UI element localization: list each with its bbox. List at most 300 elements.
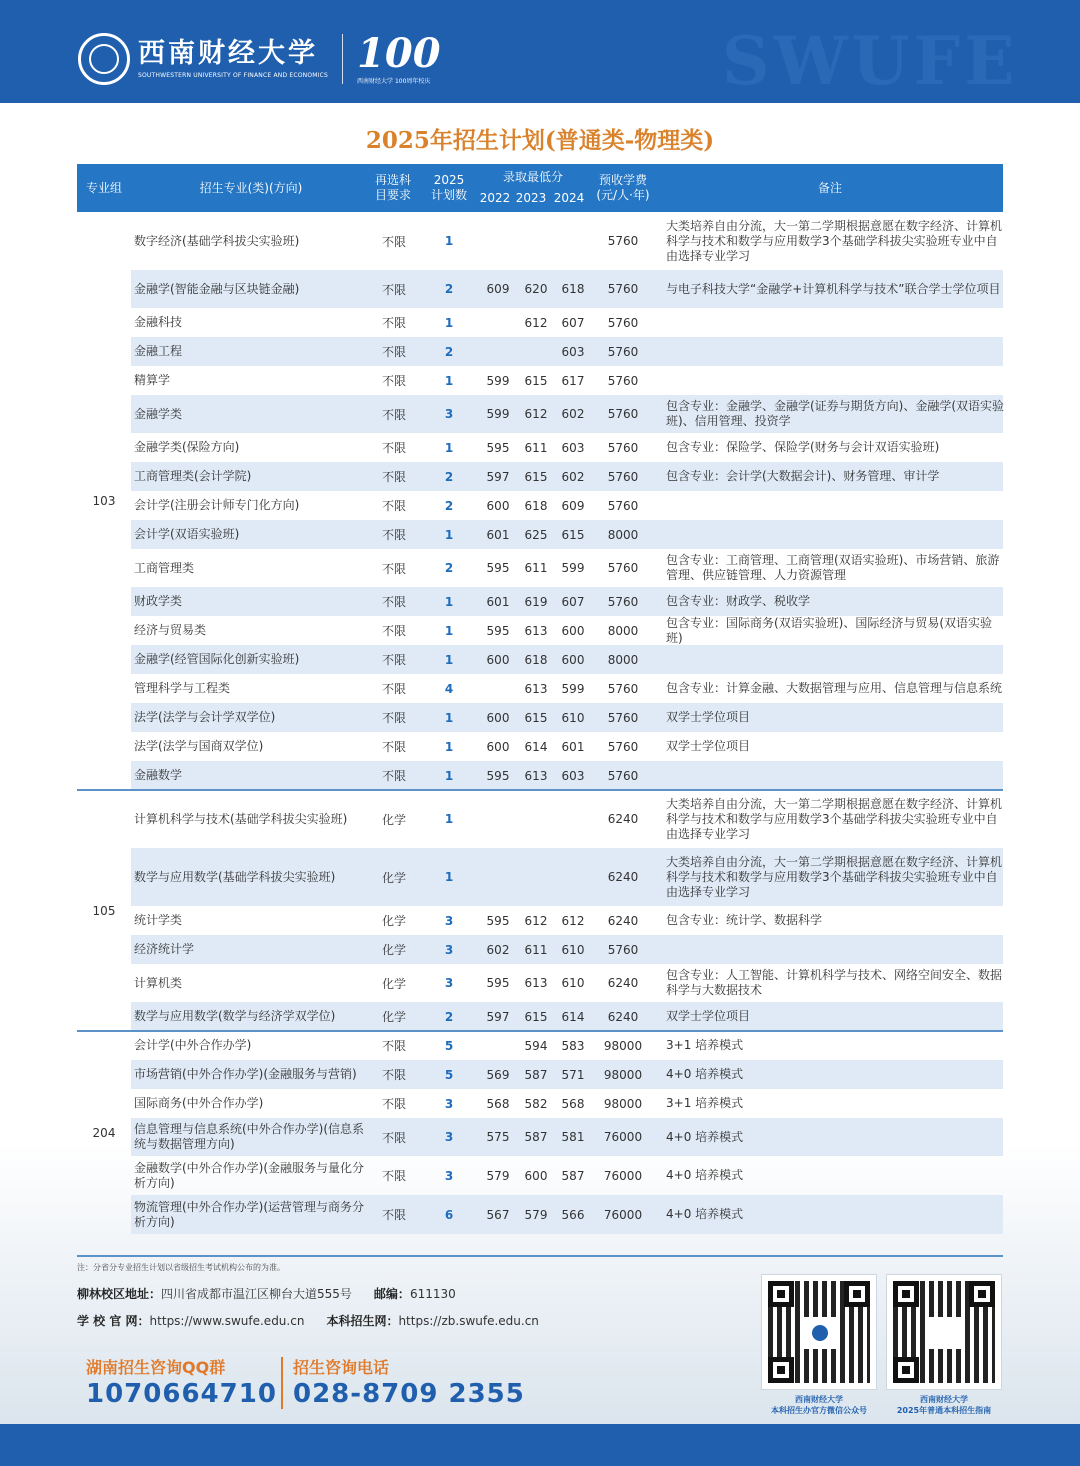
- cell-score-2022: [477, 212, 519, 270]
- cell-score-2023: 579: [524, 1207, 548, 1222]
- admit-label: 本科招生网：: [326, 1314, 399, 1328]
- cell-req: 不限: [381, 769, 406, 783]
- cell-score-2023: 620: [524, 282, 548, 296]
- cell-major: 工商管理类: [134, 560, 195, 575]
- cell-plan: 3: [444, 1096, 454, 1111]
- cell-plan: 1: [444, 710, 454, 725]
- cell-major: 金融数学(中外合作办学)(金融服务与量化分析方向): [134, 1160, 365, 1190]
- cell-score-2022: 568: [486, 1096, 510, 1111]
- cell-score-2022: 595: [486, 561, 510, 575]
- cell-score-2023: 615: [524, 1009, 548, 1024]
- table-row: [131, 587, 1003, 616]
- table-row: [131, 395, 1003, 433]
- cell-req: 不限: [381, 1130, 406, 1145]
- col-header-major: 招生专业(类)(方向): [199, 180, 303, 195]
- table-row: [131, 674, 1003, 703]
- cell-score-2023: [515, 337, 557, 366]
- cell-score-2022: 595: [486, 440, 510, 455]
- cell-note: [666, 645, 1006, 674]
- table-row: [131, 1156, 1003, 1195]
- cell-score-2022: [477, 308, 519, 337]
- col-header-2024: 2024: [553, 191, 585, 205]
- cell-req: 不限: [381, 407, 406, 422]
- cell-fee: 5760: [607, 469, 639, 484]
- cell-score-2022: 601: [486, 594, 510, 609]
- campus-label: 柳林校区地址：: [77, 1287, 162, 1301]
- cell-note: 双学士学位项目: [666, 710, 751, 724]
- col-header-fee-line1: 预收学费: [598, 173, 647, 187]
- cell-fee: 6240: [607, 913, 639, 928]
- cell-fee: 6240: [607, 812, 639, 826]
- cell-major: 会计学(注册会计师专门化方向): [134, 498, 300, 512]
- cell-major: 数学与应用数学(基础学科拔尖实验班): [134, 869, 336, 884]
- campus-address: 四川省成都市温江区柳台大道555号: [161, 1287, 352, 1301]
- cell-req: 不限: [381, 595, 406, 609]
- cell-score-2023: 618: [524, 652, 548, 667]
- cell-score-2024: 602: [561, 469, 585, 484]
- footnote: 注：分省分专业招生计划以省级招生考试机构公布的为准。: [77, 1263, 285, 1272]
- col-header-fee: [589, 164, 657, 212]
- cell-major: 会计学(双语实验班): [134, 527, 240, 541]
- cell-req: 不限: [381, 316, 406, 330]
- cell-fee: 6240: [607, 976, 639, 990]
- cell-plan: 2: [444, 1009, 454, 1024]
- cell-plan: 2: [444, 344, 454, 359]
- table-row: [131, 433, 1003, 462]
- cell-score-2024: 614: [561, 1009, 585, 1024]
- cell-req: 化学: [381, 914, 406, 928]
- cell-score-2022: 600: [486, 710, 510, 725]
- cell-major: 金融科技: [134, 315, 183, 329]
- cell-score-2024: 603: [561, 344, 585, 359]
- cell-score-2024: 615: [561, 527, 585, 542]
- cell-req: 不限: [381, 1208, 406, 1222]
- centennial-logo: [357, 29, 441, 85]
- cell-note: 包含专业：计算金融、大数据管理与应用、信息管理与信息系统: [666, 681, 1003, 695]
- cell-req: 化学: [381, 812, 406, 827]
- cell-req: 化学: [381, 1010, 406, 1024]
- cell-plan: 2: [444, 469, 454, 484]
- group-divider: [77, 1030, 1003, 1032]
- cell-score-2022: 597: [486, 1009, 510, 1024]
- cell-score-2024: 571: [561, 1067, 585, 1082]
- cell-score-2024: 583: [561, 1038, 585, 1053]
- cell-note: 双学士学位项目: [666, 739, 751, 753]
- col-header-plan-line1: 2025: [433, 173, 465, 187]
- cell-score-2022: 595: [486, 976, 510, 990]
- table-row: [131, 337, 1003, 366]
- cell-note: 包含专业：国际商务(双语实验班)、国际经济与贸易(双语实验班): [666, 615, 993, 645]
- cell-fee: 6240: [607, 1009, 639, 1024]
- cell-score-2023: 612: [524, 315, 548, 330]
- cell-plan: 1: [444, 812, 454, 826]
- cell-note: 4+0 培养模式: [666, 1129, 744, 1144]
- cell-req: 不限: [381, 624, 406, 638]
- cell-score-2022: 597: [486, 469, 510, 484]
- cell-score-2024: 610: [561, 942, 585, 957]
- cell-note: [666, 935, 1006, 964]
- table-row: [131, 645, 1003, 674]
- cell-score-2022: [477, 1031, 519, 1060]
- cell-major: 数学与应用数学(数学与经济学双学位): [134, 1009, 336, 1023]
- admit-link[interactable]: https://zb.swufe.edu.cn: [398, 1314, 539, 1328]
- cell-major: 工商管理类(会计学院): [134, 469, 252, 483]
- table-row: [131, 1031, 1003, 1060]
- cell-fee: 5760: [607, 315, 639, 330]
- cell-score-2024: 602: [561, 407, 585, 421]
- cell-score-2023: [515, 790, 557, 848]
- table-row: [131, 790, 1003, 848]
- cell-plan: 1: [444, 652, 454, 667]
- website-line: [77, 1312, 539, 1329]
- table-row: [131, 848, 1003, 906]
- cell-score-2024: 600: [561, 623, 585, 638]
- cell-fee: 76000: [603, 1207, 643, 1222]
- cell-score-2024: 603: [561, 768, 585, 783]
- cell-note: [666, 491, 1006, 520]
- col-header-note: 备注: [817, 180, 842, 195]
- cell-score-2024: 607: [561, 315, 585, 330]
- cell-score-2023: 611: [524, 561, 548, 575]
- site-link[interactable]: https://www.swufe.edu.cn: [149, 1314, 305, 1328]
- cell-note: 双学士学位项目: [666, 1009, 751, 1023]
- table-row: [131, 1060, 1003, 1089]
- cell-note: 与电子科技大学“金融学+计算机科学与技术”联合学士学位项目: [666, 281, 1001, 296]
- cell-note: [666, 761, 1006, 790]
- cell-req: 不限: [381, 234, 406, 249]
- cell-plan: 3: [444, 407, 454, 421]
- cell-score-2022: [477, 848, 519, 906]
- cell-fee: 5760: [607, 440, 639, 455]
- table-row: [131, 520, 1003, 549]
- cell-plan: 2: [444, 498, 454, 513]
- col-header-fee-line2: (元/人·年): [596, 188, 650, 202]
- cell-score-2024: 603: [561, 440, 585, 455]
- cell-plan: 6: [444, 1207, 454, 1222]
- cell-score-2022: [477, 337, 519, 366]
- cell-plan: 1: [444, 373, 454, 388]
- cell-fee: 5760: [607, 561, 639, 575]
- cell-fee: 76000: [603, 1168, 643, 1183]
- cell-major: 金融工程: [134, 344, 183, 358]
- cell-req: 不限: [381, 345, 406, 359]
- cell-fee: 5760: [607, 681, 639, 696]
- cell-score-2023: [515, 848, 557, 906]
- cell-score-2023: 613: [524, 768, 548, 783]
- cell-major: 物流管理(中外合作办学)(运营管理与商务分析方向): [134, 1199, 365, 1229]
- cell-req: 不限: [381, 740, 406, 754]
- page-title: 2025年招生计划(普通类-物理类): [365, 127, 715, 154]
- cell-req: 不限: [381, 682, 406, 696]
- cell-score-2022: 595: [486, 913, 510, 928]
- table-row: [131, 1195, 1003, 1234]
- cell-score-2024: 599: [561, 681, 585, 696]
- cell-score-2024: 617: [561, 373, 585, 388]
- address-line: [77, 1285, 456, 1302]
- cell-fee: 5760: [607, 768, 639, 783]
- cell-plan: 3: [444, 1168, 454, 1183]
- cell-plan: 1: [444, 527, 454, 542]
- header-banner: [0, 0, 1080, 103]
- cell-major: 数字经济(基础学科拔尖实验班): [134, 233, 300, 248]
- cell-major: 财政学类: [134, 594, 183, 608]
- qr-caption-wechat-line2: 本科招生办官方微信公众号: [771, 1406, 867, 1415]
- cell-score-2023: 619: [524, 594, 548, 609]
- cell-score-2022: 601: [486, 527, 510, 542]
- col-header-2023: 2023: [515, 191, 547, 205]
- cell-score-2024: 612: [561, 913, 585, 928]
- university-seal-icon: [78, 33, 130, 85]
- cell-plan: 2: [444, 282, 454, 296]
- cell-major: 信息管理与信息系统(中外合作办学)(信息系统与数据管理方向): [134, 1122, 365, 1151]
- table-row: [131, 270, 1003, 308]
- cell-note: 包含专业：会计学(大数据会计)、财务管理、审计学: [666, 469, 940, 483]
- cell-score-2023: 613: [524, 623, 548, 638]
- cell-score-2024: 618: [561, 282, 585, 296]
- cell-score-2023: 600: [524, 1168, 548, 1183]
- cell-score-2023: 612: [524, 913, 548, 928]
- cell-major: 精算学: [134, 373, 171, 387]
- qq-group-label: 湖南招生咨询QQ群: [86, 1358, 226, 1377]
- cell-fee: 8000: [607, 652, 639, 667]
- cell-req: 化学: [381, 976, 406, 991]
- cell-req: 不限: [381, 1068, 406, 1082]
- cell-score-2023: 615: [524, 469, 548, 484]
- cell-plan: 1: [444, 594, 454, 609]
- cell-plan: 3: [444, 976, 454, 990]
- cell-major: 金融学类: [134, 406, 183, 421]
- col-header-plan-line2: 计划数: [430, 188, 467, 202]
- cell-score-2023: 613: [524, 976, 548, 990]
- table-row: [131, 703, 1003, 732]
- table-row: [131, 462, 1003, 491]
- zip-code: 611130: [409, 1287, 456, 1301]
- qr-caption-guide-line1: 西南财经大学: [920, 1395, 968, 1404]
- col-header-plan: [421, 164, 477, 212]
- cell-score-2022: 602: [486, 942, 510, 957]
- cell-score-2022: 575: [486, 1130, 510, 1144]
- cell-score-2022: 600: [486, 652, 510, 667]
- cell-score-2022: 569: [486, 1067, 510, 1082]
- cell-score-2024: 599: [561, 561, 585, 575]
- cell-major: 金融学类(保险方向): [134, 440, 240, 454]
- cell-plan: 5: [444, 1067, 454, 1082]
- table-row: [131, 549, 1003, 587]
- cell-major: 会计学(中外合作办学): [134, 1038, 252, 1052]
- cell-fee: 98000: [603, 1038, 643, 1053]
- cell-score-2024: [552, 848, 594, 906]
- table-row: [131, 308, 1003, 337]
- qr-caption-guide-line2: 2025年普通本科招生指南: [896, 1406, 992, 1415]
- group-code: 105: [92, 903, 116, 918]
- cell-note: 4+0 培养模式: [666, 1168, 744, 1182]
- table-row: [131, 1089, 1003, 1118]
- cell-req: 不限: [381, 711, 406, 725]
- cell-score-2023: 613: [524, 681, 548, 696]
- cell-fee: 5760: [607, 344, 639, 359]
- cell-major: 法学(法学与国商双学位): [134, 739, 264, 753]
- cell-major: 管理科学与工程类: [134, 681, 231, 695]
- cell-fee: 5760: [607, 594, 639, 609]
- footer-bar: [0, 1424, 1080, 1466]
- cell-note: [666, 366, 1006, 395]
- cell-plan: 1: [444, 440, 454, 455]
- cell-score-2024: 587: [561, 1168, 585, 1183]
- cell-note: 大类培养自由分流，大一第二学期根据意愿在数字经济、计算机科学与技术和数学与应用数学3个基础学科拔尖实验班专业中自由选择专业学习: [666, 854, 1003, 899]
- cell-note: [666, 337, 1006, 366]
- cell-req: 化学: [381, 870, 406, 885]
- table-row: [131, 366, 1003, 395]
- cell-score-2024: 601: [561, 739, 585, 754]
- cell-req: 不限: [381, 653, 406, 667]
- cell-major: 金融学(经管国际化创新实验班): [134, 652, 300, 666]
- centennial-subtitle: 西南财经大学 100周年校庆: [357, 77, 431, 85]
- cell-note: 大类培养自由分流，大一第二学期根据意愿在数字经济、计算机科学与技术和数学与应用数学3个基础学科拔尖实验班专业中自由选择专业学习: [666, 796, 1003, 841]
- cell-score-2023: 615: [524, 710, 548, 725]
- cell-score-2024: 610: [561, 710, 585, 725]
- cell-req: 化学: [381, 943, 406, 957]
- phone-label: 招生咨询电话: [293, 1358, 390, 1377]
- cell-major: 计算机类: [134, 975, 183, 990]
- cell-req: 不限: [381, 528, 406, 542]
- cell-plan: 4: [444, 681, 454, 696]
- cell-score-2022: 600: [486, 739, 510, 754]
- col-header-group: 专业组: [85, 180, 122, 195]
- cell-score-2023: 615: [524, 373, 548, 388]
- cell-score-2024: 581: [561, 1130, 585, 1144]
- cell-plan: 3: [444, 913, 454, 928]
- cell-score-2022: 599: [486, 407, 510, 421]
- table-header: [77, 164, 1003, 212]
- cell-plan: 1: [444, 870, 454, 884]
- cell-score-2023: 611: [524, 942, 548, 957]
- cell-req: 不限: [381, 282, 406, 297]
- cell-score-2022: 595: [486, 623, 510, 638]
- table-row: [131, 491, 1003, 520]
- cell-req: 不限: [381, 441, 406, 455]
- cell-plan: 5: [444, 1038, 454, 1053]
- qr-code-guide[interactable]: [886, 1274, 1002, 1390]
- cell-note: 3+1 培养模式: [666, 1096, 744, 1110]
- cell-fee: 5760: [607, 498, 639, 513]
- cell-score-2023: 594: [524, 1038, 548, 1053]
- cell-fee: 5760: [607, 373, 639, 388]
- cell-score-2022: 595: [486, 768, 510, 783]
- table-row: [131, 906, 1003, 935]
- phone-number: 028-8709 2355: [293, 1379, 525, 1409]
- cell-plan: 2: [444, 561, 454, 575]
- university-name-en: SOUTHWESTERN UNIVERSITY OF FINANCE AND ECONOMICS: [138, 72, 329, 79]
- cell-score-2023: 587: [524, 1067, 548, 1082]
- group-code: 103: [92, 494, 116, 508]
- table-row: [131, 935, 1003, 964]
- cell-note: 大类培养自由分流，大一第二学期根据意愿在数字经济、计算机科学与技术和数学与应用数学3个基础学科拔尖实验班专业中自由选择专业学习: [666, 218, 1003, 263]
- group-divider: [77, 789, 1003, 791]
- table-row: [131, 761, 1003, 790]
- cell-req: 不限: [381, 470, 406, 484]
- qr-code-wechat[interactable]: [761, 1274, 877, 1390]
- cell-score-2022: [477, 674, 519, 703]
- cell-major: 市场营销(中外合作办学)(金融服务与营销): [134, 1067, 357, 1081]
- cell-score-2024: 568: [561, 1096, 585, 1111]
- cell-plan: 1: [444, 623, 454, 638]
- table-row: [131, 732, 1003, 761]
- university-logo: [78, 29, 441, 85]
- cell-score-2024: 566: [561, 1207, 585, 1222]
- cell-fee: 5760: [607, 739, 639, 754]
- cell-note: 包含专业：保险学、保险学(财务与会计双语实验班): [666, 440, 940, 454]
- cell-score-2022: 579: [486, 1168, 510, 1183]
- cell-score-2022: 599: [486, 373, 510, 388]
- cell-plan: 1: [444, 739, 454, 754]
- qr-logo-icon: [810, 1323, 830, 1343]
- table-row: [131, 616, 1003, 645]
- table-row: [131, 1118, 1003, 1156]
- cell-score-2023: [515, 212, 557, 270]
- cell-score-2023: 612: [524, 407, 548, 421]
- cell-score-2023: 625: [524, 527, 548, 542]
- zip-label: 邮编：: [373, 1287, 410, 1301]
- cell-major: 金融学(智能金融与区块链金融): [134, 281, 300, 296]
- cell-score-2022: 567: [486, 1207, 510, 1222]
- table-row: [131, 964, 1003, 1002]
- cell-score-2024: 610: [561, 976, 585, 990]
- cell-req: 不限: [381, 1169, 406, 1183]
- cell-major: 国际商务(中外合作办学): [134, 1096, 264, 1110]
- cell-fee: 5760: [607, 234, 639, 248]
- cell-score-2024: 607: [561, 594, 585, 609]
- qq-group-number: 1070664710: [86, 1379, 277, 1409]
- university-name-cn: 西南财经大学: [138, 38, 318, 69]
- cell-major: 计算机科学与技术(基础学科拔尖实验班): [134, 811, 348, 826]
- col-header-req-line1: 再选科: [374, 173, 411, 187]
- cell-score-2022: [477, 790, 519, 848]
- cell-score-2022: 600: [486, 498, 510, 513]
- cell-plan: 1: [444, 768, 454, 783]
- col-header-req: [365, 164, 421, 212]
- cell-note: 包含专业：人工智能、计算机科学与技术、网络空间安全、数据科学与大数据技术: [666, 968, 1003, 997]
- cell-note: 3+1 培养模式: [666, 1038, 744, 1052]
- cell-score-2024: 600: [561, 652, 585, 667]
- cell-major: 金融数学: [134, 768, 183, 782]
- swufe-watermark: SWUFE: [722, 22, 1019, 100]
- cell-note: [666, 308, 1006, 337]
- cell-req: 不限: [381, 1097, 406, 1111]
- table-row: [131, 212, 1003, 270]
- col-header-scores: 录取最低分: [502, 170, 563, 184]
- cell-major: 统计学类: [134, 913, 183, 927]
- cell-score-2024: [552, 212, 594, 270]
- cell-score-2023: 611: [524, 440, 548, 455]
- logo-divider: [342, 34, 343, 84]
- cell-score-2023: 618: [524, 498, 548, 513]
- cell-note: 包含专业：工商管理、工商管理(双语实验班)、市场营销、旅游管理、供应链管理、人力资源管理: [666, 553, 1000, 582]
- cell-req: 不限: [381, 561, 406, 576]
- contact-separator: [281, 1357, 283, 1409]
- cell-fee: 5760: [607, 710, 639, 725]
- cell-fee: 8000: [607, 623, 639, 638]
- cell-score-2024: [552, 790, 594, 848]
- cell-note: [666, 520, 1006, 549]
- cell-fee: 98000: [603, 1067, 643, 1082]
- cell-score-2023: 582: [524, 1096, 548, 1111]
- cell-note: 包含专业：财政学、税收学: [666, 594, 811, 608]
- cell-req: 不限: [381, 1039, 406, 1053]
- cell-major: 法学(法学与会计学双学位): [134, 710, 276, 724]
- cell-fee: 5760: [607, 942, 639, 957]
- cell-note: 4+0 培养模式: [666, 1067, 744, 1081]
- site-label: 学 校 官 网：: [77, 1314, 150, 1328]
